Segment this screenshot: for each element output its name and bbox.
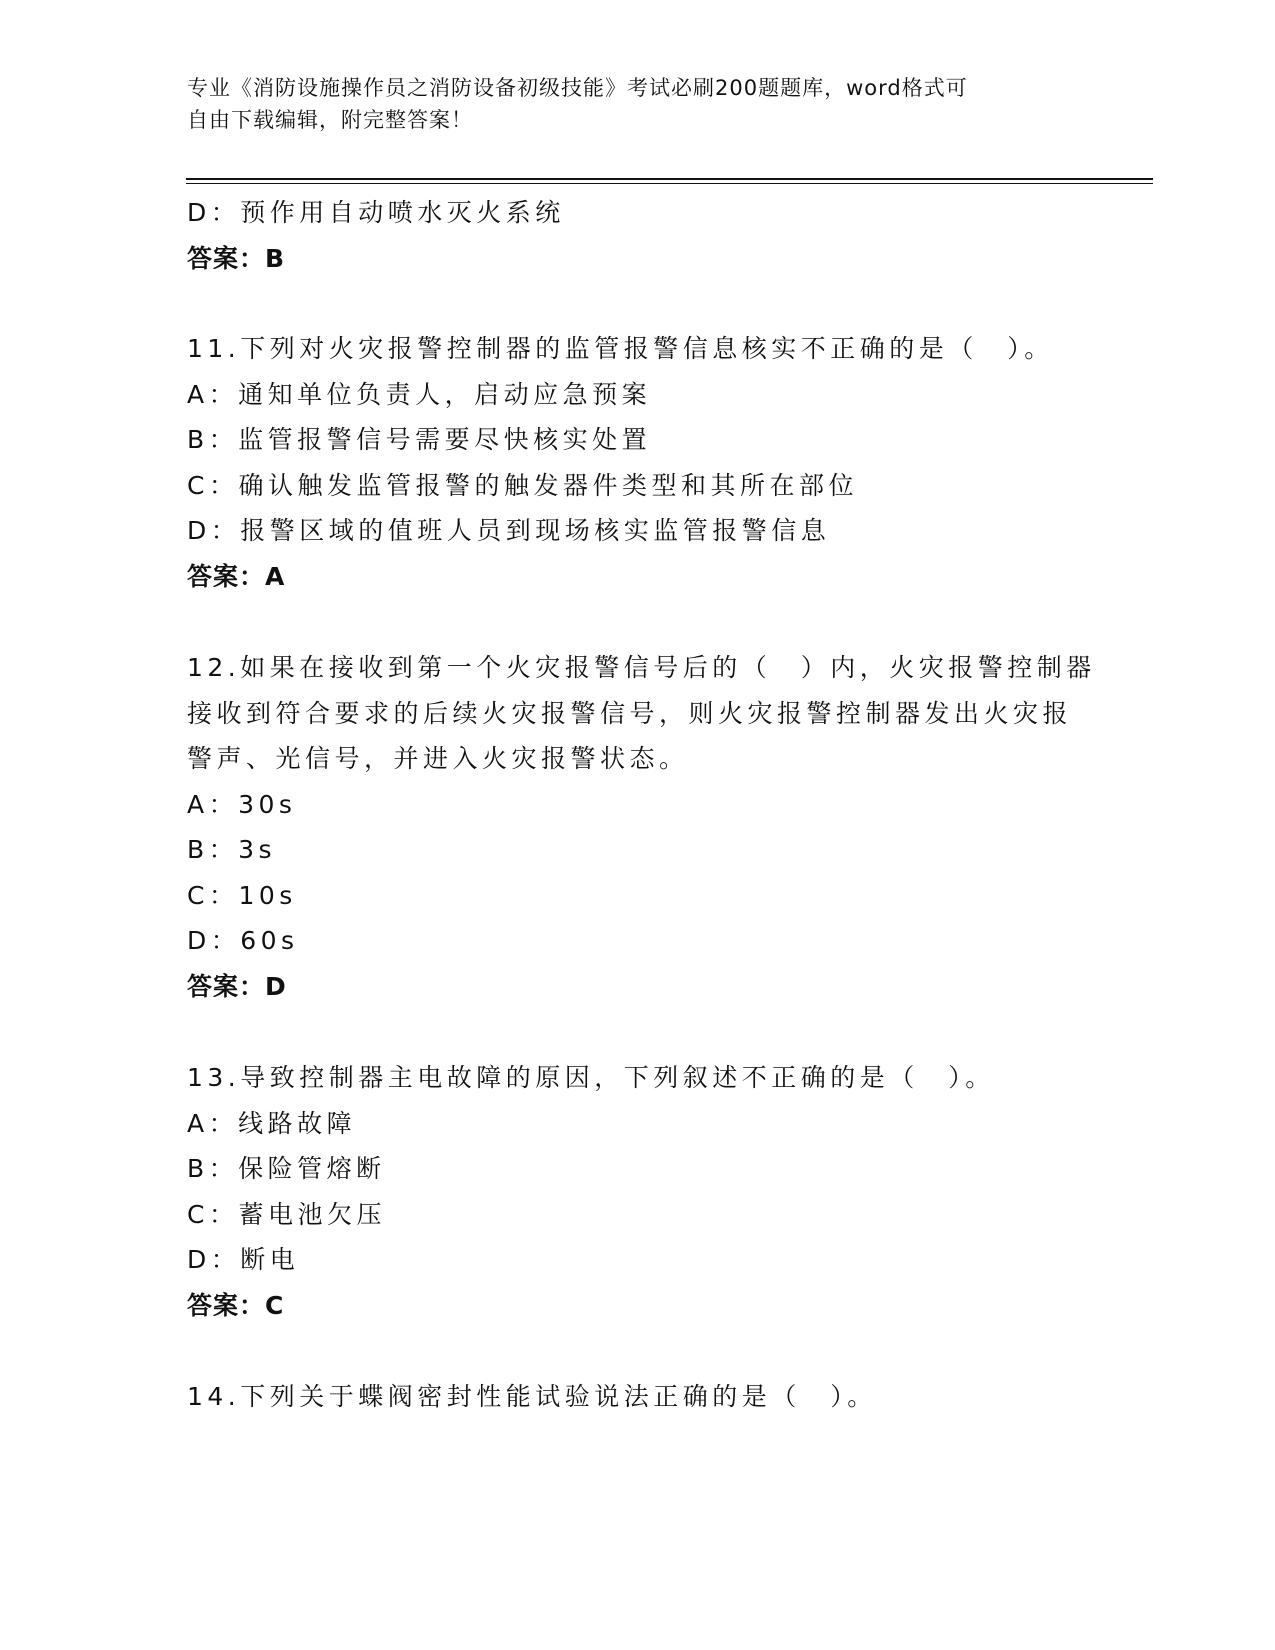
option-b: B：监管报警信号需要尽快核实处置	[187, 425, 652, 454]
header-divider-thick	[186, 178, 1153, 180]
option-a: A：30s	[187, 789, 297, 819]
option-c: C：10s	[187, 880, 297, 910]
option-c: C：蓄电池欠压	[187, 1199, 386, 1229]
header-line-1: 专业《消防设施操作员之消防设备初级技能》考试必刷200题题库，word格式可	[187, 76, 968, 100]
question-13	[187, 1055, 1087, 1328]
option-b: B：3s	[187, 835, 277, 864]
question-14	[187, 1374, 1087, 1420]
option-d: D：报警区域的值班人员到现场核实监管报警信息	[187, 516, 831, 545]
document-header	[187, 72, 1067, 136]
answer-line: 答案：A	[187, 561, 286, 591]
question-list	[187, 190, 1096, 1420]
question-12	[187, 645, 1096, 1009]
option-c: C：确认触发监管报警的触发器件类型和其所在部位	[187, 470, 858, 500]
answer-line: 答案：C	[187, 1290, 285, 1320]
question-text-line-2: 接收到符合要求的后续火灾报警信号，则火灾报警控制器发出火灾报	[187, 698, 1073, 728]
header-divider-thin	[186, 183, 1153, 184]
option-a: A：线路故障	[187, 1108, 357, 1138]
option-a: A：通知单位负责人，启动应急预案	[187, 379, 652, 409]
header-line-2: 自由下载编辑，附完整答案！	[187, 108, 473, 132]
question-text: 14.下列关于蝶阀密封性能试验说法正确的是（ ）。	[187, 1382, 877, 1411]
previous-question-tail	[187, 190, 1087, 281]
question-text: 11.下列对火灾报警控制器的监管报警信息核实不正确的是（ ）。	[187, 334, 1054, 363]
question-text-line-3: 警声、光信号，并进入火灾报警状态。	[187, 744, 689, 773]
question-11	[187, 326, 1087, 599]
option-d: D：断电	[187, 1245, 300, 1274]
question-text-line-1: 12.如果在接收到第一个火灾报警信号后的（ ）内，火灾报警控制器	[187, 653, 1096, 682]
answer-line: 答案：B	[187, 243, 286, 273]
option-d: D：60s	[187, 926, 299, 955]
option-b: B：保险管熔断	[187, 1154, 386, 1183]
answer-line: 答案：D	[187, 971, 287, 1001]
option-d: D：预作用自动喷水灭火系统	[187, 198, 565, 227]
question-text: 13.导致控制器主电故障的原因，下列叙述不正确的是（ ）。	[187, 1063, 995, 1092]
